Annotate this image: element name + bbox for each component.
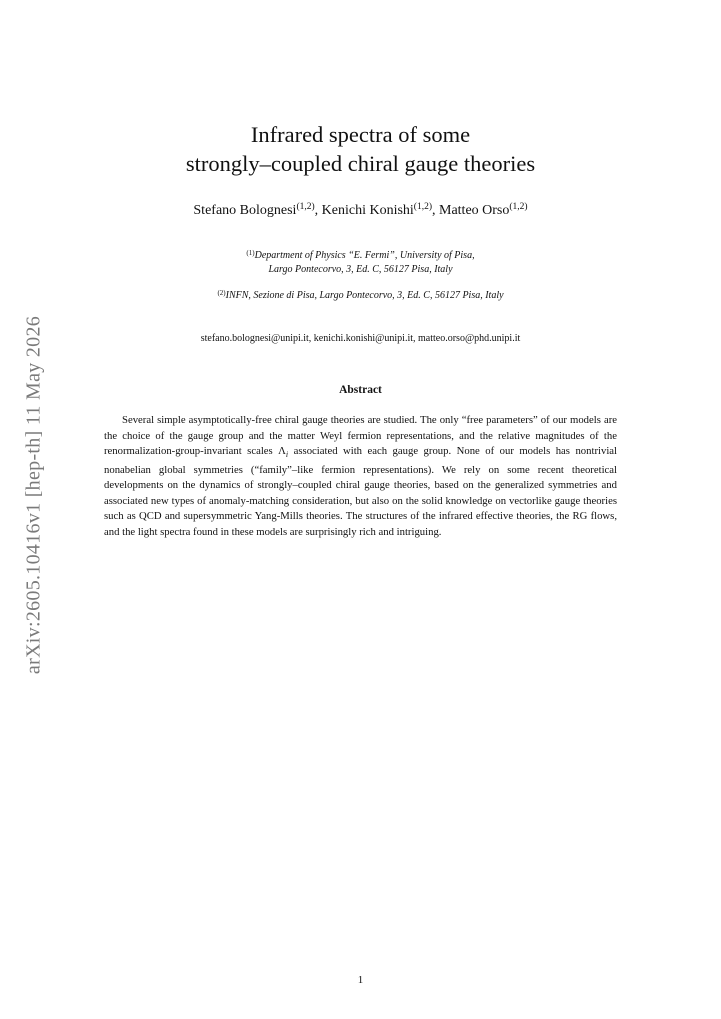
- affiliation-line: Department of Physics “E. Fermi”, University of Pisa,: [254, 250, 475, 261]
- title-line-2: strongly–coupled chiral gauge theories: [185, 151, 536, 176]
- abstract-text: associated with each gauge group. None of our models has nontrivial nonabelian global symmetries (“family”–like fermion representations). We rely on some recent theoretical developments on the dynamics of strongly–coupled chiral gauge theories, based on the generalized symmetries and associated new types of anomaly-matching consideration, but also on the solid knowledge on vectorlike gauge theories such as QCD and supersymmetric Yang-Mills theories. The structures of the infrared effective theories, the RG flows, and the light spectra found in these models are surprisingly rich and intriguing.: [104, 445, 617, 538]
- affiliation-1: [0, 246, 721, 277]
- abstract-body: [104, 413, 617, 540]
- arxiv-identifier: arXiv:2605.10416v1 [hep-th] 11 May 2026: [22, 315, 45, 675]
- lambda-subscript: i: [285, 450, 289, 460]
- author-affiliation-mark: (1,2): [296, 202, 315, 212]
- author-name: Matteo Orso: [439, 203, 510, 218]
- title-line-1: Infrared spectra of some: [250, 122, 471, 147]
- author-affiliation-mark: (1,2): [413, 202, 432, 212]
- abstract-text: Several simple asymptotically-free chiral gauge theories are studied. The only “free parameters” of our models are the choice of the gauge group and the matter Weyl fermion representations, and the relative magnitudes of the renormalization-group-invariant scales: [104, 414, 617, 457]
- affiliation-mark: (2): [217, 289, 226, 297]
- page-number: 1: [357, 974, 364, 986]
- affiliation-line: INFN, Sezione di Pisa, Largo Pontecorvo, 3, Ed. C, 56127 Pisa, Italy: [225, 290, 504, 301]
- author-separator: ,: [314, 203, 322, 218]
- affiliation-mark: (1): [246, 249, 255, 257]
- affiliation-2: [0, 286, 721, 303]
- author-emails: stefano.bolognesi@unipi.it, kenichi.konishi@unipi.it, matteo.orso@phd.unipi.it: [200, 333, 521, 344]
- abstract-heading: Abstract: [339, 384, 382, 396]
- author-list: [0, 202, 721, 219]
- author-name: Stefano Bolognesi: [193, 203, 297, 218]
- author-name: Kenichi Konishi: [321, 203, 414, 218]
- affiliation-line: Largo Pontecorvo, 3, Ed. C, 56127 Pisa, Italy: [268, 264, 453, 275]
- lambda-symbol: Λ: [278, 445, 286, 457]
- paper-title: [0, 120, 721, 178]
- author-separator: ,: [432, 203, 439, 218]
- author-affiliation-mark: (1,2): [509, 202, 528, 212]
